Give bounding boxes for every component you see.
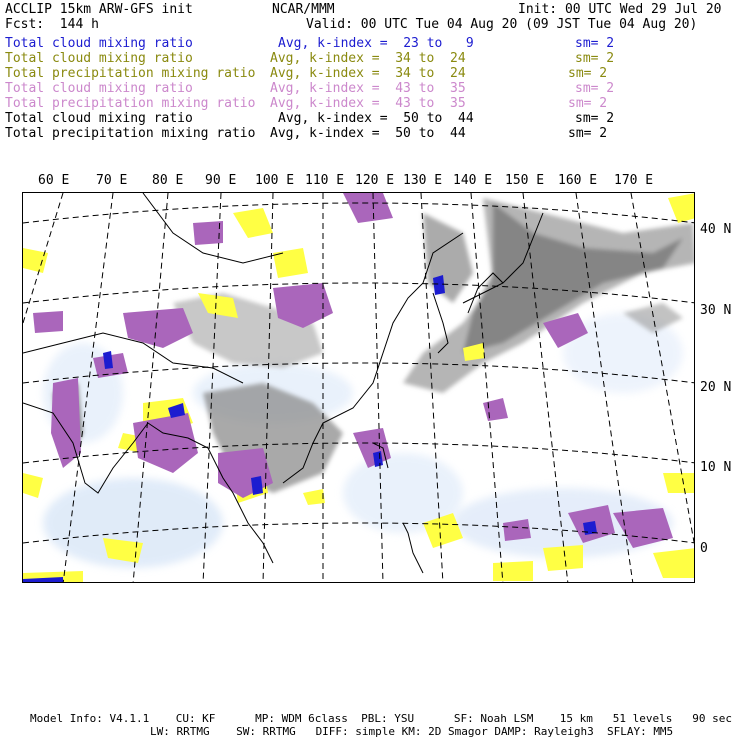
legend-avg: Avg, k-index = 50 to 44	[278, 111, 474, 126]
legend-avg: Avg, k-index = 43 to 35	[270, 96, 466, 111]
lon-label: 80 E	[152, 173, 184, 188]
legend-field: Total cloud mixing ratio	[5, 111, 193, 126]
map-panel	[22, 192, 695, 583]
lat-label: 20 N	[700, 380, 732, 395]
legend-avg: Avg, k-index = 23 to 9	[278, 36, 474, 51]
model-info-line2: LW: RRTMG SW: RRTMG DIFF: simple KM: 2D Smagor DAMP: Rayleigh3 SFLAY: MM5	[150, 725, 674, 738]
legend-sm: sm= 2	[575, 111, 615, 126]
lat-label: 30 N	[700, 303, 732, 318]
legend-avg: Avg, k-index = 34 to 24	[270, 51, 466, 66]
model-info-line1: Model Info: V4.1.1 CU: KF MP: WDM 6class PBL: YSU SF: Noah LSM 15 km 51 levels 90 sec	[30, 712, 732, 725]
lon-label: 60 E	[38, 173, 70, 188]
legend-sm: sm= 2	[568, 66, 608, 81]
forecast-hour: Fcst: 144 h	[5, 17, 99, 32]
legend-avg: Avg, k-index = 50 to 44	[270, 126, 466, 141]
lat-label: 0	[700, 541, 708, 556]
lon-label: 100 E	[255, 173, 295, 188]
init-time: Init: 00 UTC Wed 29 Jul 20	[518, 2, 722, 17]
model-title: ACCLIP 15km ARW-GFS init	[5, 2, 193, 17]
legend-sm: sm= 2	[575, 81, 615, 96]
lon-label: 120 E	[355, 173, 395, 188]
lon-label: 130 E	[403, 173, 443, 188]
lon-label: 70 E	[96, 173, 128, 188]
lon-label: 160 E	[558, 173, 598, 188]
org-label: NCAR/MMM	[272, 2, 335, 17]
legend-sm: sm= 2	[575, 51, 615, 66]
legend-sm: sm= 2	[575, 36, 615, 51]
lon-label: 90 E	[205, 173, 237, 188]
legend-avg: Avg, k-index = 43 to 35	[270, 81, 466, 96]
lat-label: 40 N	[700, 222, 732, 237]
legend-field: Total cloud mixing ratio	[5, 36, 193, 51]
lon-label: 140 E	[453, 173, 493, 188]
valid-time: Valid: 00 UTC Tue 04 Aug 20 (09 JST Tue 04 Aug 20)	[306, 17, 698, 32]
legend-field: Total precipitation mixing ratio	[5, 66, 256, 81]
legend-sm: sm= 2	[568, 126, 608, 141]
lon-label: 170 E	[614, 173, 654, 188]
lon-label: 110 E	[305, 173, 345, 188]
lat-label: 10 N	[700, 460, 732, 475]
legend-field: Total precipitation mixing ratio	[5, 126, 256, 141]
legend-sm: sm= 2	[568, 96, 608, 111]
legend-field: Total cloud mixing ratio	[5, 51, 193, 66]
legend-field: Total cloud mixing ratio	[5, 81, 193, 96]
legend-field: Total precipitation mixing ratio	[5, 96, 256, 111]
legend-avg: Avg, k-index = 34 to 24	[270, 66, 466, 81]
map-canvas	[23, 193, 695, 583]
lon-label: 150 E	[505, 173, 545, 188]
